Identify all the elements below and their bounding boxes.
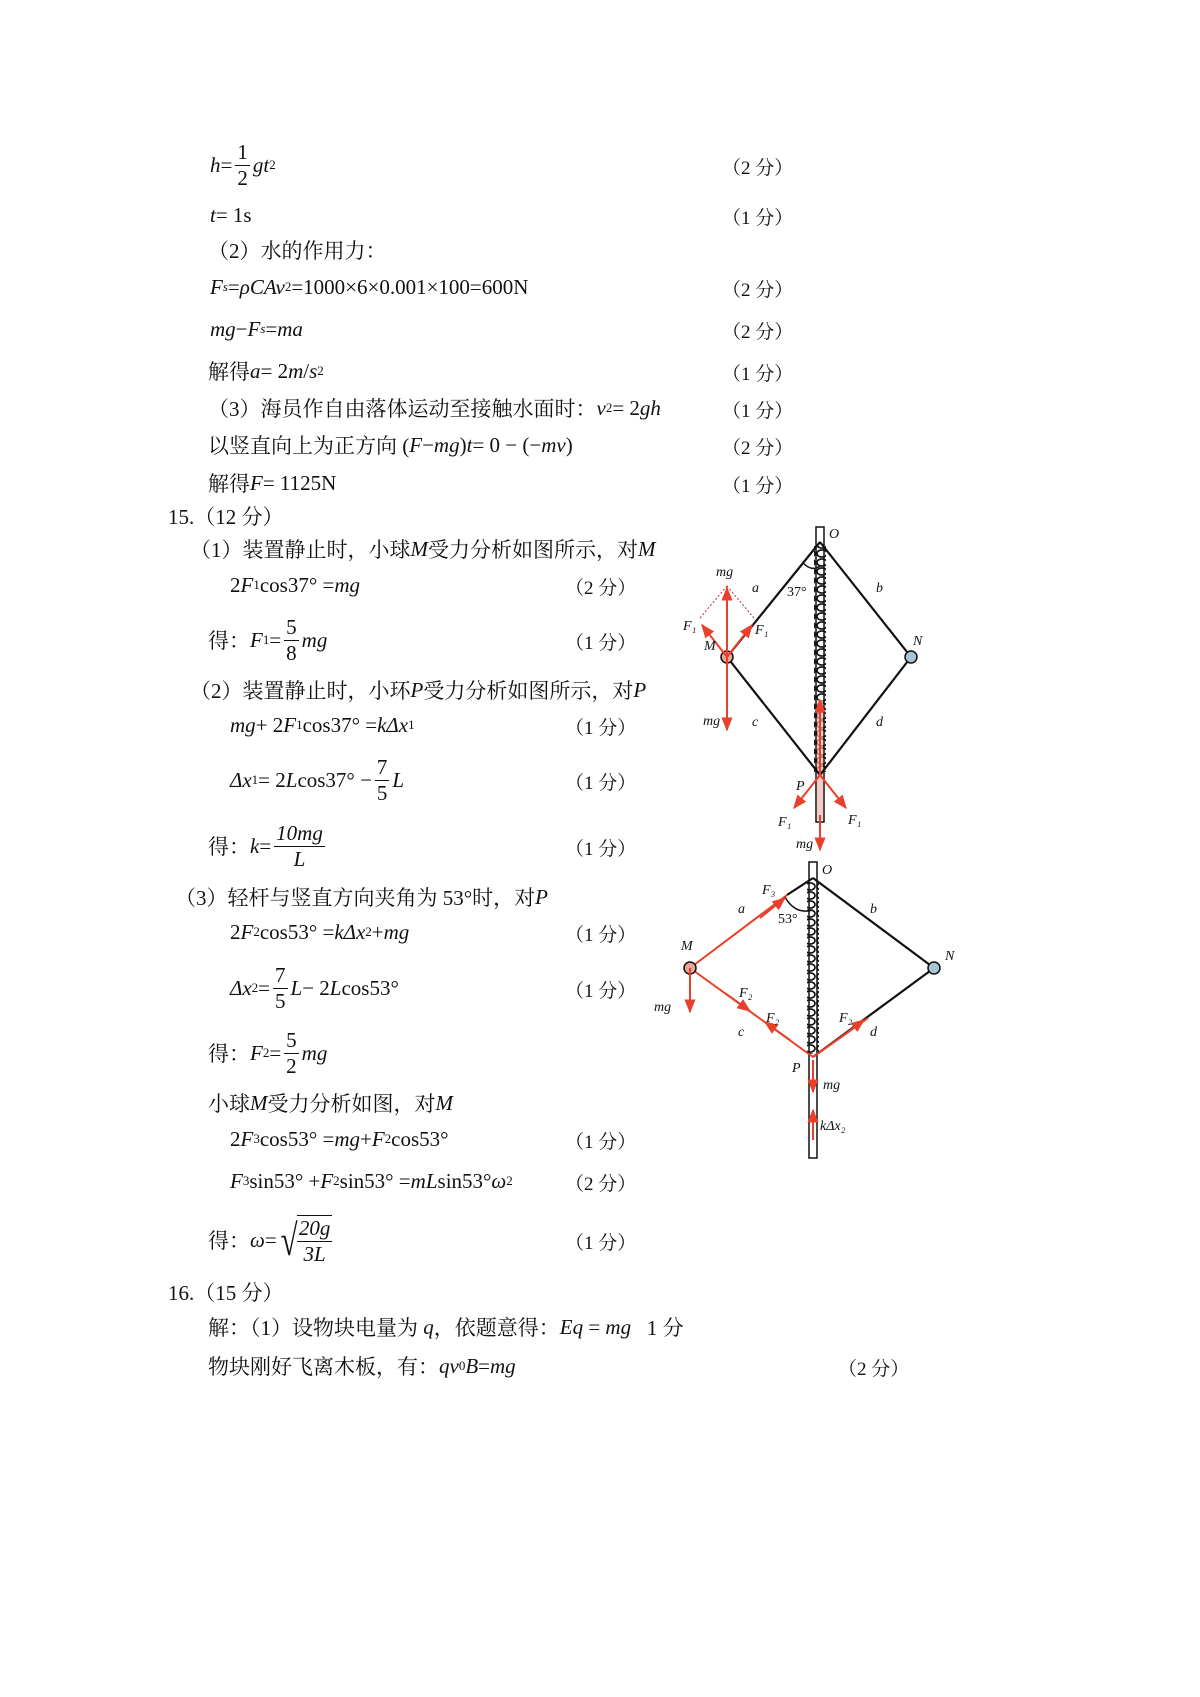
label-mg: mg: [654, 1000, 672, 1015]
t: = 2: [612, 395, 640, 420]
t: F: [210, 274, 223, 299]
t: （1）装置静止时，小球: [190, 538, 411, 562]
t: sin53°: [437, 1168, 492, 1193]
label-d: d: [870, 1025, 877, 1040]
t: +: [359, 1126, 372, 1151]
t: mg: [230, 712, 256, 737]
t: =: [258, 975, 270, 1000]
score: （1 分）: [722, 401, 794, 422]
t: mg: [383, 919, 410, 944]
t: mL: [410, 1168, 438, 1193]
t: F: [250, 1040, 263, 1065]
t: sin53° =: [339, 1168, 411, 1193]
t: =: [478, 1353, 490, 1378]
t: mg: [210, 316, 236, 341]
label-k-dx2: kΔx₂: [820, 1119, 846, 1134]
score: （1 分）: [565, 839, 637, 860]
t: M: [435, 1090, 453, 1115]
score: （2 分）: [722, 322, 794, 343]
t: 小球: [208, 1092, 250, 1116]
label-N: N: [913, 634, 923, 649]
t: F: [247, 316, 261, 341]
score: （2 分）: [722, 158, 794, 179]
t: 7: [275, 962, 286, 987]
t: mv: [541, 432, 566, 457]
label-angle: 37°: [787, 585, 807, 600]
label-P: P: [796, 779, 805, 794]
score: （1 分）: [565, 773, 637, 794]
t: 1: [408, 717, 415, 732]
t: =: [265, 316, 278, 341]
t: F: [409, 432, 423, 457]
t: M: [410, 536, 428, 561]
t: F: [240, 1126, 254, 1151]
t: Δx: [386, 712, 409, 737]
t: 2: [262, 1045, 270, 1060]
t: 1: [251, 772, 259, 787]
t: 2: [605, 400, 613, 415]
t: ω: [491, 1168, 507, 1193]
t: 解：（1）设物块电量为: [208, 1316, 424, 1340]
figure-rotating: [654, 862, 955, 1158]
t: 2: [237, 165, 248, 190]
t: 10mg: [276, 820, 323, 845]
question-15-heading: 15.（12 分）: [168, 505, 284, 529]
score: （1 分）: [722, 476, 794, 497]
t: 2: [230, 919, 241, 944]
t: 1: [253, 577, 260, 592]
t: a: [250, 358, 261, 383]
t: M: [250, 1090, 268, 1115]
label-F1: F₁: [683, 619, 697, 634]
t: 2: [317, 363, 324, 378]
t: P: [633, 677, 647, 702]
t: mg: [433, 432, 460, 457]
score: （1 分）: [722, 364, 794, 385]
t: 7: [376, 754, 388, 779]
t: ma: [277, 316, 303, 341]
t: ω: [250, 1227, 265, 1252]
t: Δx: [230, 975, 252, 1000]
label-mg: mg: [796, 837, 814, 852]
t: t: [210, 202, 216, 227]
t: 受力分析如图所示，对: [428, 538, 638, 562]
t: t: [466, 432, 473, 457]
t: （3）海员作自由落体运动至接触水面时：: [208, 397, 597, 421]
score: （1 分）: [722, 208, 794, 229]
t: 2: [230, 1126, 241, 1151]
t: s: [222, 279, 228, 294]
score: （1 分）: [565, 925, 637, 946]
t: L: [293, 846, 306, 871]
figure-static: [682, 527, 923, 852]
t: cos53° =: [259, 1126, 335, 1151]
t: 受力分析如图，对: [267, 1092, 436, 1116]
label-M: M: [681, 939, 693, 954]
t: sin53° +: [249, 1168, 321, 1193]
score: （2 分）: [565, 1174, 637, 1195]
t: mg: [490, 1353, 516, 1378]
t: ): [459, 432, 467, 457]
t: mg: [334, 1126, 360, 1151]
t: =: [264, 1227, 277, 1252]
t: 1: [262, 632, 270, 647]
label-F1: F₁: [755, 623, 769, 638]
t: M: [638, 536, 656, 561]
t: 得：: [208, 1042, 250, 1066]
t: 物块刚好飞离木板，有：: [208, 1355, 439, 1379]
t: L: [329, 975, 342, 1000]
t: cos37° −: [297, 767, 372, 792]
score: （1 分）: [565, 633, 637, 654]
t: 5: [286, 614, 297, 639]
t: 5: [286, 1027, 297, 1052]
label-F1: F₁: [848, 813, 862, 828]
t: L: [290, 975, 303, 1000]
score: （2 分）: [838, 1359, 910, 1380]
t: gh: [639, 395, 661, 420]
t: 1 分: [631, 1316, 684, 1340]
t: −: [235, 316, 248, 341]
label-mg: mg: [716, 565, 734, 580]
t: /: [303, 358, 310, 383]
t: mg: [301, 627, 328, 652]
label-N: N: [945, 949, 955, 964]
t: L: [392, 767, 405, 792]
t: 1: [296, 717, 303, 732]
label-a: a: [752, 581, 759, 596]
label-b: b: [876, 581, 883, 596]
t: 受力分析如图所示，对: [423, 679, 634, 703]
t: B: [465, 1353, 479, 1378]
t: 0: [458, 1358, 466, 1373]
t: + 2: [255, 712, 284, 737]
label-F2: F₂: [766, 1011, 780, 1026]
t: 2: [384, 1131, 392, 1146]
t: F: [320, 1168, 334, 1193]
t: cos53° =: [259, 919, 335, 944]
t: =: [227, 274, 240, 299]
t: 得：: [208, 1229, 250, 1253]
t: − 2: [302, 975, 330, 1000]
t: =: [269, 1040, 282, 1065]
t: =: [269, 627, 282, 652]
spring: [807, 882, 819, 1054]
t: 2: [230, 572, 241, 597]
label-mg: mg: [703, 714, 721, 729]
t: ρCAv: [239, 274, 285, 299]
t: 得：: [208, 629, 250, 653]
t: mg: [301, 1040, 328, 1065]
t: s: [309, 358, 318, 383]
score: （1 分）: [565, 1132, 637, 1153]
t: = 2: [258, 767, 286, 792]
label-F3: F₃: [762, 883, 776, 898]
t: = 2: [260, 358, 289, 383]
t: cos53°: [391, 1126, 449, 1151]
t: h: [210, 152, 221, 177]
t: 2: [284, 279, 292, 294]
t: 2: [333, 1173, 340, 1188]
ball-N: [928, 962, 940, 974]
t: 2: [253, 924, 260, 939]
t: =: [220, 152, 233, 177]
t: 2: [506, 1173, 513, 1188]
t: +: [371, 919, 384, 944]
score: （2 分）: [565, 578, 637, 599]
t: q: [423, 1314, 434, 1339]
t: 5: [275, 988, 286, 1013]
t: 5: [376, 780, 388, 805]
score: （1 分）: [565, 1233, 637, 1254]
t: Δx: [343, 919, 366, 944]
ball-N: [905, 651, 917, 663]
t: 2: [269, 157, 276, 172]
t: k: [250, 833, 260, 858]
t: F: [230, 1168, 243, 1193]
t: = 1125N: [262, 470, 337, 495]
t: P: [410, 677, 424, 702]
label-O: O: [822, 863, 833, 878]
t: mg: [334, 572, 360, 597]
score: （2 分）: [722, 280, 794, 301]
t: qv: [439, 1353, 459, 1378]
t: cos37° =: [259, 572, 335, 597]
t: k: [334, 919, 344, 944]
t: 得：: [208, 835, 250, 859]
label-d: d: [876, 715, 883, 730]
t: P: [535, 884, 548, 909]
t: =: [259, 833, 272, 858]
score: （2 分）: [722, 438, 794, 459]
t: F: [250, 627, 263, 652]
t: gt: [252, 152, 270, 177]
t: （3）轻杆与竖直方向夹角为 53°时，对: [175, 886, 536, 910]
t: F: [240, 572, 254, 597]
t: 2: [365, 924, 372, 939]
score: （1 分）: [565, 718, 637, 739]
t: （2）装置静止时，小环: [190, 679, 411, 703]
t: Eq: [559, 1314, 584, 1339]
t: −: [422, 432, 434, 457]
label-mg: mg: [823, 1078, 841, 1093]
t: mg: [605, 1314, 632, 1339]
label-a: a: [738, 902, 745, 917]
label-F2: F₂: [739, 986, 753, 1001]
t: ，依题意得：: [433, 1316, 560, 1340]
t: F: [371, 1126, 385, 1151]
radical-sign: √: [280, 1215, 298, 1265]
label-F2: F₂: [839, 1011, 853, 1026]
t: F: [283, 712, 297, 737]
t: =: [583, 1314, 606, 1339]
t: cos53°: [341, 975, 399, 1000]
t: 8: [286, 640, 297, 665]
t: = 0 − (−: [472, 432, 542, 457]
t: m: [288, 358, 304, 383]
t: ): [565, 432, 573, 457]
t: k: [377, 712, 387, 737]
t: =1000×6×0.001×100=600N: [291, 274, 529, 299]
t: 3: [242, 1173, 250, 1188]
t: 20g: [298, 1216, 331, 1240]
label-F1: F₁: [778, 815, 792, 830]
t: 解得: [208, 472, 250, 496]
t: 2: [286, 1053, 297, 1078]
t: v: [596, 395, 606, 420]
t: F: [240, 919, 254, 944]
label-P: P: [792, 1061, 801, 1076]
t: 解得: [208, 360, 250, 384]
t: 2: [251, 980, 259, 995]
question-16-heading: 16.（15 分）: [168, 1281, 284, 1305]
t: F: [250, 470, 263, 495]
label-c: c: [738, 1025, 745, 1040]
label-b: b: [870, 902, 877, 917]
label-angle: 53°: [778, 912, 798, 927]
t: 以竖直向上为正方向 (: [208, 434, 410, 458]
t: cos37° =: [302, 712, 378, 737]
t: Δx: [230, 767, 252, 792]
t: 1: [237, 139, 248, 164]
label-M: M: [704, 639, 716, 654]
t: L: [285, 767, 298, 792]
step-heading: （2）水的作用力：: [208, 239, 387, 263]
label-O: O: [829, 527, 840, 542]
label-c: c: [752, 715, 759, 730]
t: 3: [253, 1131, 260, 1146]
t: 3L: [303, 1242, 326, 1266]
score: （1 分）: [565, 981, 637, 1002]
t: s: [260, 321, 266, 336]
t: = 1s: [215, 202, 252, 227]
